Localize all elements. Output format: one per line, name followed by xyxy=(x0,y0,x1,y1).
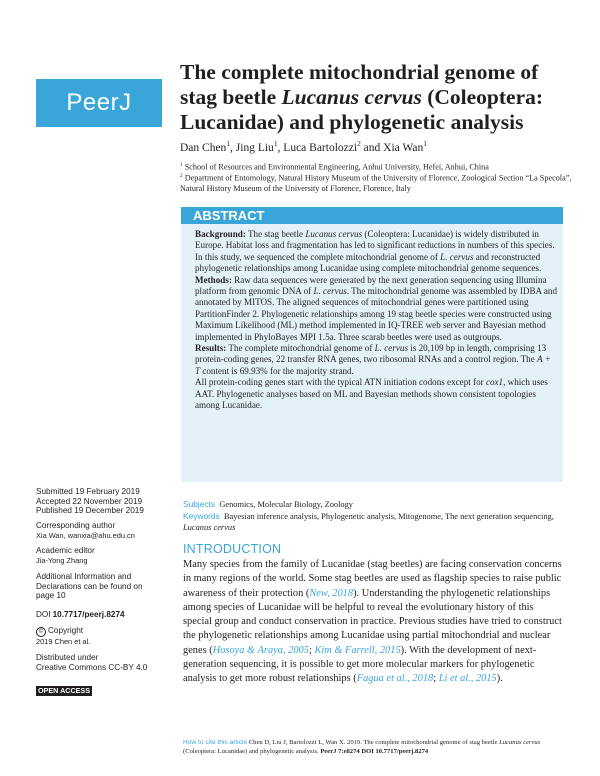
background-text: and reconstructed phylogenetic relationships among Lucanidae using complete mitochondrial genome sequences. xyxy=(195,251,542,274)
methods-text: . The mitochondrial genome was assembled by IDBA and annotated by MITOS. The aligned sequences of mitochondrial genes were partitioned using PartitionFinder 2. Phylogenetic relationships among 19 stag beetle species were constructed using Maximum Likelihood (ML) method implemented in IQ-TREE web server and Bayesian method implemented in PhyloBayes MPI 1.5a. Three scarab beetles were used as outgroups. xyxy=(195,286,558,342)
keywords-species: Lucanus cervus xyxy=(183,522,236,532)
author-list xyxy=(180,139,427,154)
sidebar-license[interactable] xyxy=(36,653,176,672)
footer-journal[interactable]: PeerJ 7:e8274 DOI 10.7717/peerj.8274 xyxy=(320,747,429,755)
author-name: Luca Bartolozzi xyxy=(283,141,358,154)
license-line: Distributed under xyxy=(36,653,99,662)
abstract-text xyxy=(195,229,557,412)
accepted-date: Accepted 22 November 2019 xyxy=(36,496,143,506)
author-sep: , xyxy=(277,141,284,154)
author-sep: and xyxy=(360,141,384,154)
additional-line: Additional Information and xyxy=(36,572,132,581)
background-species: Lucanus cervus xyxy=(305,229,363,239)
author-aff: 1 xyxy=(226,139,231,148)
subjects xyxy=(183,499,573,511)
footer-text: Chen D, Liu J, Bartolozzi L, Wan X. 2019. The complete mitochondrial genome of stag beetle xyxy=(247,739,500,746)
intro-text: ). xyxy=(496,673,503,685)
author-sep: , xyxy=(230,141,236,154)
copyright-icon: © xyxy=(36,627,46,637)
background-text: The stag beetle xyxy=(245,229,306,239)
sidebar-copyright xyxy=(36,626,176,647)
background-species: L. cervus xyxy=(440,251,474,262)
author-aff: 1 xyxy=(423,139,427,148)
doi-label: DOI xyxy=(36,610,51,619)
peerj-logo: PeerJ xyxy=(36,79,162,127)
sidebar-doi[interactable] xyxy=(36,610,176,620)
affiliation-text: Department of Entomology, Natural History Museum of the University of Florence, Zoological Section “La Specola”, Natural History Museum of the University of Florence, Florence, Italy xyxy=(180,173,572,194)
author-aff: 1 xyxy=(273,139,278,148)
abstract-results xyxy=(195,343,557,377)
results-text: is 20,109 bp in length, comprising 13 protein-coding genes, 22 transfer RNA genes, two ribosomal RNAs and a control region. The xyxy=(195,343,547,365)
results-text: All protein-coding genes start with the typical ATN initiation codons except for xyxy=(195,377,486,388)
methods-text: Raw data sequences were generated by the next generation sequencing using Illumina platform from genomic DNA of xyxy=(195,274,547,297)
results-text: content is 69.93% for the majority strand. xyxy=(200,365,354,376)
background-label: Background: xyxy=(195,229,246,239)
abstract-background xyxy=(195,229,557,275)
intro-text: ). Understanding the phylogenetic relationships among species of Lucanidae will be helpful to reveal the evolutionary history of this special group and conduct conservation in practice. Previous studies have tried to construct the phylogenetic relationships among Lucanidae using partial mitochondrial and nuclear genes ( xyxy=(183,587,562,656)
corresponding-heading: Corresponding author xyxy=(36,521,116,530)
editor-heading: Academic editor xyxy=(36,546,95,555)
keywords xyxy=(183,511,573,533)
title-part2: (Coleoptera: Lucanidae) and phylogenetic analysis xyxy=(180,85,544,134)
introduction-text xyxy=(183,558,565,687)
citation-link[interactable]: Kim & Farrell, 2015 xyxy=(314,644,401,656)
methods-species: L. cervus xyxy=(313,286,347,297)
intro-text: ; xyxy=(308,644,315,656)
doi-value[interactable]: 10.7717/peerj.8274 xyxy=(52,610,125,619)
title-part1: The complete mitochondrial genome of stag beetle xyxy=(180,60,539,109)
results-text: , which uses AAT. Phylogenetic analyses based on ML and Bayesian methods shown consistent topologies among Lucanidae. xyxy=(195,377,548,411)
results-text: The complete mitochondrial genome of xyxy=(226,343,375,354)
citation-link[interactable]: Li et al., 2015 xyxy=(438,673,497,685)
abstract-methods xyxy=(195,275,557,343)
affiliation-2 xyxy=(180,171,580,195)
abstract-heading: ABSTRACT xyxy=(181,207,563,224)
methods-label: Methods: xyxy=(195,274,232,285)
copyright-heading: Copyright xyxy=(48,626,84,635)
license-line[interactable]: Creative Commons CC-BY 4.0 xyxy=(36,662,148,672)
author-aff: 2 xyxy=(357,139,361,148)
results-label: Results: xyxy=(195,343,227,354)
sidebar-editor xyxy=(36,546,176,565)
open-access-badge: OPEN ACCESS xyxy=(37,686,91,695)
keywords-value: Bayesian inference analysis, Phylogenetic analysis, Mitogenome, The next generation sequencing, xyxy=(223,512,554,521)
footer-text: (Coleoptera: Lucanidae) and phylogenetic analysis. xyxy=(183,747,321,755)
results-gene: cox1 xyxy=(485,377,504,388)
title-species: Lucanus cervus xyxy=(281,85,422,109)
sidebar-additional[interactable] xyxy=(36,572,176,601)
results-species: L. cervus xyxy=(374,343,408,354)
citation-footer xyxy=(183,739,573,756)
introduction-heading: INTRODUCTION xyxy=(183,542,282,556)
keywords-label: Keywords xyxy=(183,511,220,521)
abstract-results-2 xyxy=(195,377,557,411)
results-at: A + T xyxy=(195,354,551,376)
background-text: (Coleoptera: Lucanidae) is widely distributed in Europe. Habitat loss and fragmentation has led to significant reductions in numbers of this species. In this study, we sequenced the complete mitochondrial genome of xyxy=(195,229,555,262)
copyright-value: 2019 Chen et al. xyxy=(36,637,91,646)
footer-species: Lucanus cervus xyxy=(499,739,541,746)
additional-line: Declarations can be found on xyxy=(36,581,143,591)
paper-title xyxy=(180,60,575,135)
author-name: Jing Liu xyxy=(235,141,274,154)
affiliation-num: 1 xyxy=(180,162,183,168)
intro-text: Many species from the family of Lucanidae (stag beetles) are facing conservation concerns in many regions of the world. Some stag beetles are used as flagship species to raise public awareness of their protection ( xyxy=(183,559,562,599)
footer-label: How to cite this article xyxy=(183,739,248,746)
subjects-label: Subjects xyxy=(183,499,216,509)
additional-line: page 10 xyxy=(36,591,66,600)
intro-text: ; xyxy=(433,673,439,685)
published-date: Published 19 December 2019 xyxy=(36,506,144,515)
citation-link[interactable]: New, 2018 xyxy=(309,587,354,599)
citation-link[interactable]: Fagua et al., 2018 xyxy=(356,673,434,685)
affiliation-num: 2 xyxy=(180,173,183,179)
author-name: Xia Wan xyxy=(383,141,424,154)
subjects-value: Genomics, Molecular Biology, Zoology xyxy=(219,500,353,509)
intro-text: ). With the development of next-generation sequencing, it is possible to get more molecular markers for phylogenetic analysis to get more robust relationships ( xyxy=(183,644,537,685)
editor-value: Jia-Yong Zhang xyxy=(36,555,88,565)
citation-link[interactable]: Hosoya & Araya, 2005 xyxy=(212,644,309,656)
sidebar-dates xyxy=(36,487,176,516)
submitted-date: Submitted 19 February 2019 xyxy=(36,487,140,496)
corresponding-value[interactable]: Xia Wan, wanxia@ahu.edu.cn xyxy=(36,530,135,540)
sidebar-corresponding xyxy=(36,521,176,540)
affiliation-text: School of Resources and Environmental Engineering, Anhui University, Hefei, Anhui, China xyxy=(184,162,489,172)
author-name: Dan Chen xyxy=(180,141,227,154)
